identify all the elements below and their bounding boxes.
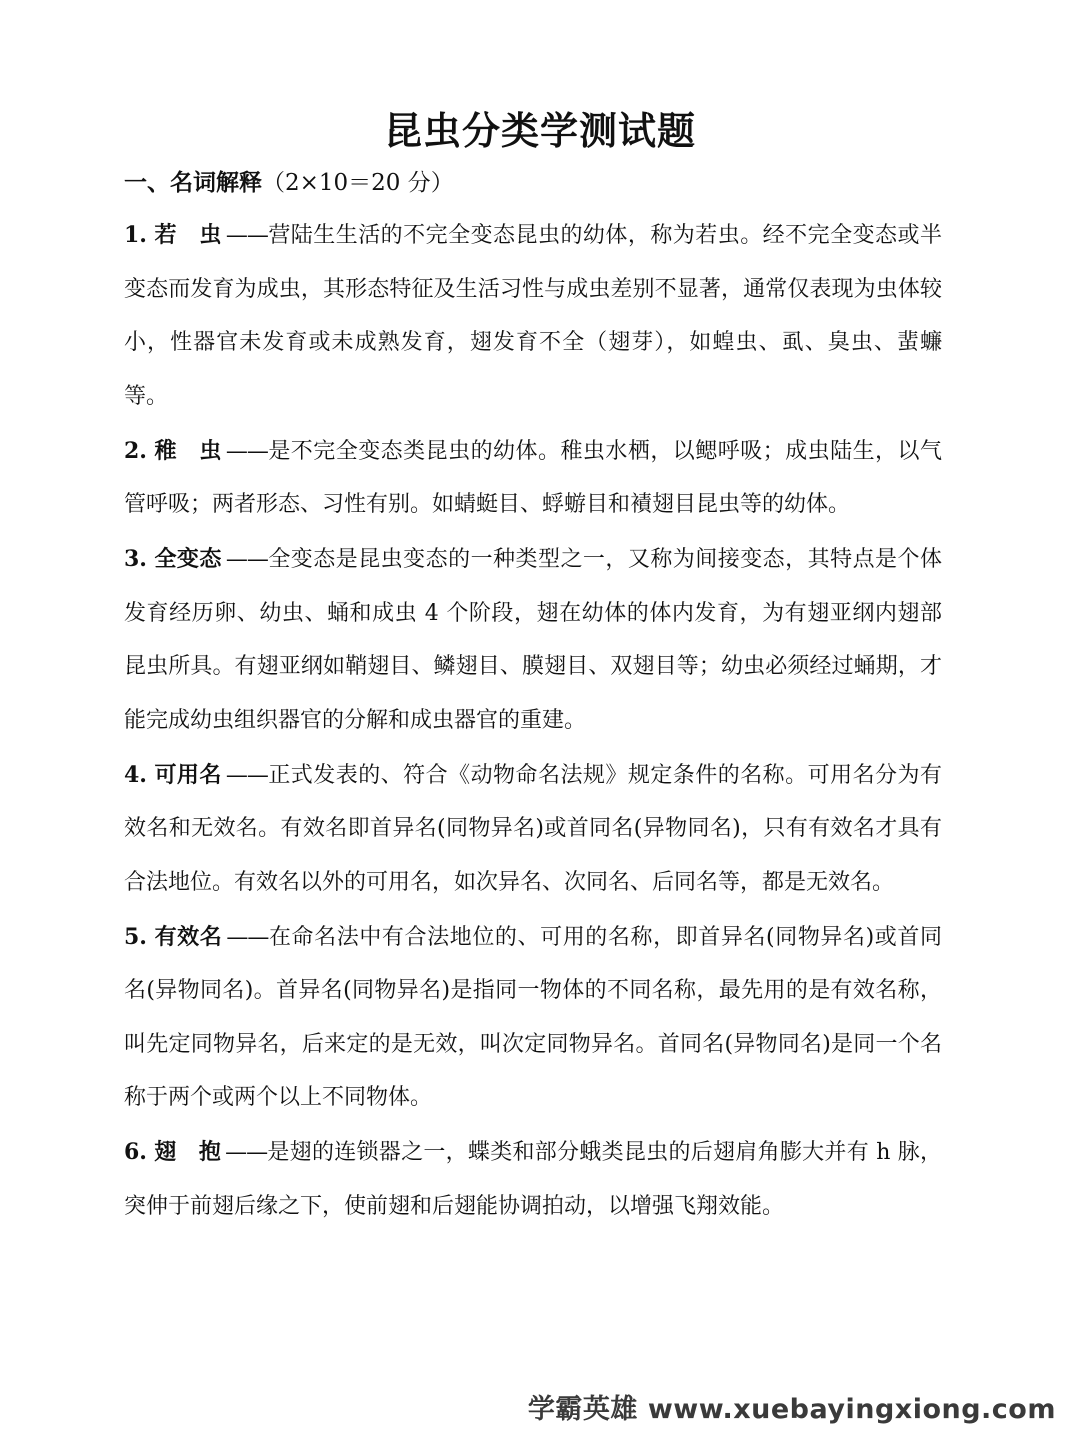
- term-name: 翅 抱: [154, 1139, 222, 1165]
- term-name: 全变态: [154, 546, 222, 572]
- term-number: 4.: [124, 761, 147, 788]
- term-dash: ——: [225, 1140, 268, 1165]
- term-number: 3.: [124, 546, 147, 572]
- term-number: 2.: [124, 437, 147, 464]
- term-item-4: [124, 749, 942, 910]
- term-definition: 正式发表的、符合《动物命名法规》规定条件的名称。可用名分为有效名和无效名。有效名即首异名(同物异名)或首同名(异物同名)，只有有效名才具有合法地位。有效名以外的可用名，如次异名、次同名、后同名等，都是无效名。: [124, 762, 942, 895]
- term-item-5: [124, 911, 942, 1125]
- term-definition: 是不完全变态类昆虫的幼体。稚虫水栖，以鳃呼吸；成虫陆生，以气管呼吸；两者形态、习性有别。如蜻蜓目、蜉蝣目和襀翅目昆虫等的幼体。: [124, 438, 942, 517]
- term-name: 有效名: [154, 923, 223, 950]
- term-item-1: [124, 209, 942, 423]
- term-item-6: [124, 1126, 942, 1233]
- term-dash: ——: [226, 924, 269, 950]
- term-name: 可用名: [154, 761, 222, 788]
- term-number: 6.: [124, 1139, 147, 1165]
- section-label: 一、名词解释: [124, 169, 262, 196]
- site-watermark: [528, 1387, 1056, 1426]
- term-dash: ——: [225, 547, 268, 572]
- term-definition: 营陆生生活的不完全变态昆虫的幼体，称为若虫。经不完全变态或半变态而发育为成虫，其形态特征及生活习性与成虫差别不显著，通常仅表现为虫体较小，性器官未发育或未成熟发育，翅发育不全（翅芽），如蝗虫、虱、臭虫、蜚蠊等。: [124, 223, 942, 409]
- term-list: [124, 209, 942, 1235]
- section-score: （2×10＝20 分）: [262, 170, 454, 196]
- term-item-3: [124, 533, 942, 747]
- term-name: 若 虫: [154, 222, 222, 248]
- term-dash: ——: [225, 223, 268, 248]
- term-dash: ——: [225, 762, 268, 788]
- section-heading: [124, 164, 454, 197]
- term-definition: 在命名法中有合法地位的、可用的名称，即首异名(同物异名)或首同名(异物同名)。首异名(同物异名)是指同一物体的不同名称，最先用的是有效名称，叫先定同物异名，后来定的是无效，叫次定同物异名。首同名(异物同名)是同一个名称于两个或两个以上不同物体。: [124, 924, 942, 1110]
- term-definition: 是翅的连锁器之一，蝶类和部分蛾类昆虫的后翅肩角膨大并有 h 脉，突伸于前翅后缘之下，使前翅和后翅能协调拍动，以增强飞翔效能。: [124, 1140, 942, 1219]
- term-number: 5.: [124, 923, 147, 950]
- term-name: 稚 虫: [154, 437, 222, 464]
- watermark-brand: 学霸英雄: [527, 1394, 638, 1425]
- document-title: 昆虫分类学测试题: [383, 108, 696, 153]
- term-definition: 全变态是昆虫变态的一种类型之一，又称为间接变态，其特点是个体发育经历卵、幼虫、蛹和成虫 4 个阶段，翅在幼体的体内发育，为有翅亚纲内翅部昆虫所具。有翅亚纲如鞘翅目、鳞翅目、膜翅目、双翅目等；幼虫必须经过蛹期，才能完成幼虫组织器官的分解和成虫器官的重建。: [124, 547, 942, 733]
- term-number: 1.: [124, 222, 147, 248]
- term-item-2: [124, 425, 942, 532]
- watermark-url: www.xuebayingxiong.com: [647, 1394, 1056, 1425]
- term-dash: ——: [225, 438, 268, 464]
